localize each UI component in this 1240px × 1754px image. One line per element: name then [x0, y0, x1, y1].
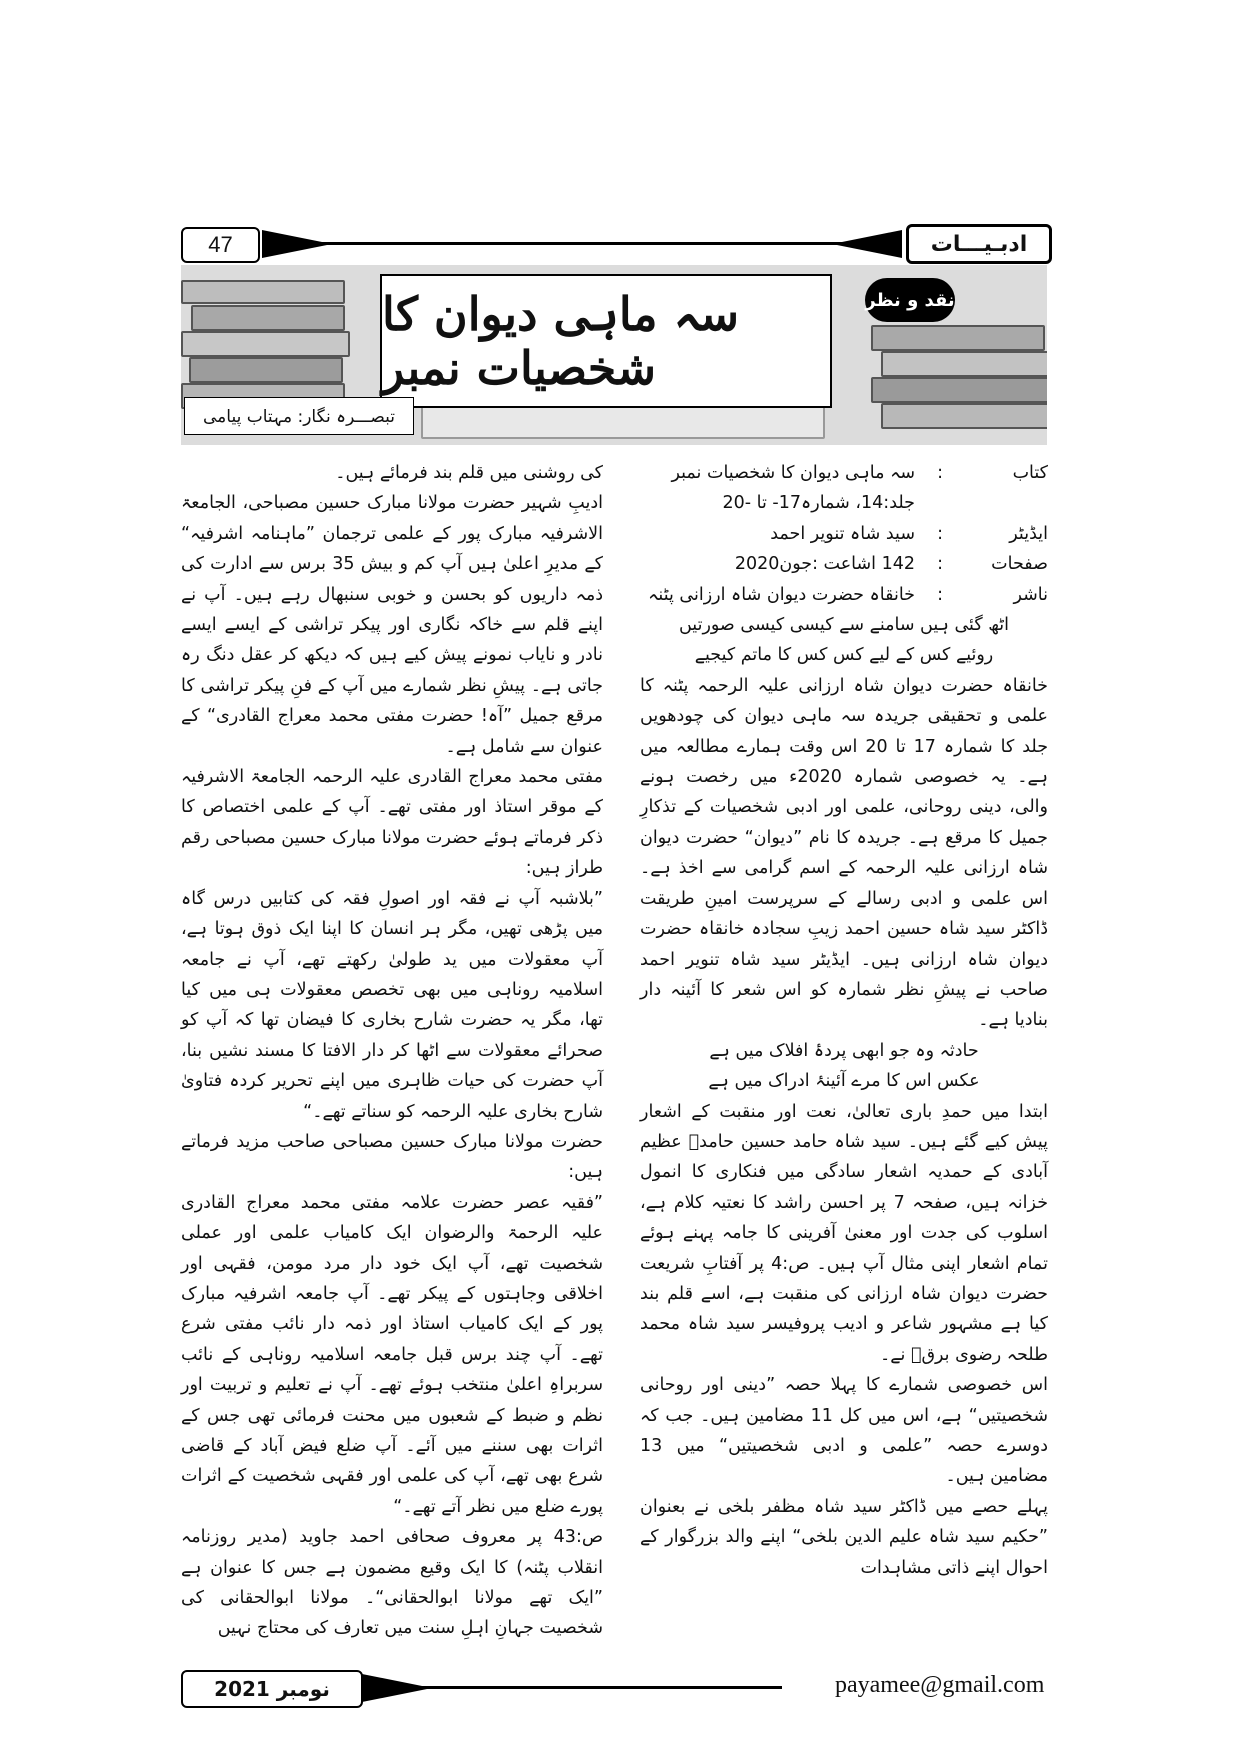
header-rule	[262, 242, 902, 245]
header-arrow-right	[832, 230, 902, 258]
contact-email: payamee@gmail.com	[835, 1672, 1045, 1698]
paragraph: پہلے حصے میں ڈاکٹر سید شاہ مظفر بلخی نے بعنوان ”حکیم سید شاہ علیم الدین بلخی“ اپنے والد بزرگوار کے احوال اپنے ذاتی مشاہدات	[640, 1496, 1048, 1578]
issue-date: نومبر 2021	[181, 1670, 363, 1708]
meta-colon	[915, 488, 943, 518]
paragraph: خانقاہ حضرت دیوان شاہ ارزانی علیہ الرحمہ پٹنہ کا علمی و تحقیقی جریدہ سہ ماہی دیوان کی چودھویں جلد کا شمارہ 17 تا 20 اس وقت ہمارے مطالعہ میں ہے۔ یہ خصوصی شمارہ 2020ء میں رخصت ہونے والی، دینی روحانی، علمی اور ادبی شخصیات کے تذکارِ جمیل کا مرقع ہے۔ جریدہ کا نام ”دیوان“ حضرت دیوان شاہ ارزانی علیہ الرحمہ کے اسم گرامی سے اخذ ہے۔ اس علمی و ادبی رسالے کے سرپرست امینِ طریقت ڈاکٹر سید شاہ حسین احمد زیبِ سجادہ خانقاہ حضرت دیوان شاہ ارزانی ہیں۔ ایڈیٹر سید شاہ تنویر احمد صاحب نے پیشِ نظر شمارہ کو اس شعر کا آئینہ دار بنادیا ہے۔	[640, 675, 1049, 1031]
paragraph: اس خصوصی شمارے کا پہلا حصہ ”دینی اور روحانی شخصیتیں“ ہے، اس میں کل 11 مضامین ہیں۔ جب کہ دوسرے حصہ ”علمی و ادبی شخصیتیں“ میں 13 مضامین ہیں۔	[640, 1375, 1049, 1487]
page-number: 47	[181, 227, 260, 263]
paragraph: ص:43 پر معروف صحافی احمد جاوید (مدیر روزنامہ انقلاب پٹنہ) کا ایک وقیع مضمون ہے جس کا عنوان ہے ”ایک تھے مولانا ابوالحقانی“۔ مولانا ابوالحقانی کی شخصیت جہانِ اہلِ سنت میں تعارف کی محتاج نہیں	[181, 1527, 603, 1639]
left-column	[181, 458, 603, 1644]
article-title: سہ ماہی دیوان کا شخصیات نمبر	[380, 274, 832, 408]
poem-line: روئیے کس کے لیے کس کس کا ماتم کیجیے	[694, 645, 994, 666]
meta-value: سہ ماہی دیوان کا شخصیات نمبر	[671, 463, 915, 483]
meta-value: سید شاہ تنویر احمد	[770, 523, 915, 544]
meta-key: ناشر	[1013, 584, 1048, 605]
meta-row-publisher	[640, 580, 1048, 610]
meta-colon: :	[937, 554, 943, 575]
meta-colon: :	[937, 523, 943, 544]
quote-paragraph: ”فقیہ عصر حضرت علامہ مفتی محمد معراج القادری علیہ الرحمۃ والرضوان ایک کامیاب علمی اور عملی شخصیت تھے، آپ ایک خود دار مرد مومن، فقہی اور اخلاقی وجاہتوں کے پیکر تھے۔ آپ جامعہ اشرفیہ مبارک پور کے ایک کامیاب استاذ اور ذمہ دار نائب مفتی شرع تھے۔ آپ چند برس قبل جامعہ اسلامیہ روناہی کے نائب سربراہِ اعلیٰ منتخب ہوئے تھے۔ آپ نے تعلیم و تربیت اور نظم و ضبط کے شعبوں میں محنت فرمائی تھی جس کے اثرات بھی سننے میں آئے۔ آپ ضلع فیض آباد کے قاضی شرع بھی تھے، آپ کی علمی اور فقہی شخصیت کے اثرات پورے ضلع میں نظر آتے تھے۔“	[181, 1192, 603, 1517]
paragraph: ادیبِ شہیر حضرت مولانا مبارک حسین مصباحی، الجامعۃ الاشرفیہ مبارک پور کے علمی ترجمان ”ماہنامہ اشرفیہ“ کے مدیرِ اعلیٰ ہیں آپ کم و بیش 35 برس سے ادارت کی ذمہ داریوں کو بحسن و خوبی سنبھال رہے ہیں۔ آپ نے اپنے قلم سے خاکہ نگاری اور پیکر تراشی کے ایسے ایسے نادر و نایاب نمونے پیش کیے ہیں کہ دیکھ کر عقل دنگ رہ جاتی ہے۔ پیشِ نظر شمارے میں آپ کے فنِ پیکر تراشی کا مرقع جمیل ”آہ! حضرت مفتی محمد معراج القادری“ کے عنوان سے شامل ہے۔	[181, 493, 603, 757]
poem-line: عکس اس کا مرے آئینۂ ادراک میں ہے	[708, 1071, 980, 1092]
poem-line: اٹھ گئی ہیں سامنے سے کیسی کیسی صورتیں	[678, 615, 1010, 636]
paragraph: حضرت مولانا مبارک حسین مصباحی صاحب مزید فرماتے ہیں:	[181, 1131, 603, 1183]
meta-colon: :	[937, 584, 943, 605]
meta-row-book	[640, 458, 1048, 488]
meta-value: خانقاہ حضرت دیوان شاہ ارزانی پٹنہ	[648, 584, 915, 605]
meta-value: جلد:14، شمارہ17- تا -20	[722, 493, 915, 514]
meta-key: ایڈیٹر	[1009, 523, 1048, 544]
meta-key	[943, 488, 1048, 518]
meta-row-volume	[640, 488, 1048, 518]
meta-key: صفحات	[991, 554, 1048, 575]
paragraph: ابتدا میں حمدِ باری تعالیٰ، نعت اور منقبت کے اشعار پیش کیے گئے ہیں۔ سید شاہ حامد حسین حامدؔ عظیم آبادی کے حمدیہ اشعار سادگی میں فنکاری کا انمول خزانہ ہیں، صفحہ 7 پر احسن راشد کا نعتیہ کلام ہے، اسلوب کی جدت اور معنیٰ آفرینی کا جامہ پہنے ہوئے تمام اشعار اپنی مثال آپ ہیں۔ ص:4 پر آفتابِ شریعت حضرت دیوان شاہ ارزانی کی منقبت ہے، اسے قلم بند کیا ہے مشہور شاعر و ادیب پروفیسر سید شاہ محمد طلحہ رضوی برقؔ نے۔	[640, 1101, 1049, 1365]
paragraph: کی روشنی میں قلم بند فرمائے ہیں۔	[335, 463, 603, 483]
quote-paragraph: ”بلاشبہ آپ نے فقہ اور اصولِ فقہ کی کتابیں درس گاہ میں پڑھی تھیں، مگر ہر انسان کا اپنا ایک ذوق ہوتا ہے، آپ معقولات میں ید طولیٰ رکھتے تھے، آپ نے جامعہ اسلامیہ روناہی میں بھی تخصص معقولات ہی میں کیا تھا، مگر یہ حضرت شارح بخاری کا فیضان تھا کہ آپ کو صحرائے معقولات سے اٹھا کر دار الافتا کا مسند نشیں بنا، آپ حضرت کی حیات ظاہری میں اپنے تحریر کردہ فتاویٰ شارح بخاری علیہ الرحمہ کو سناتے تھے۔“	[181, 888, 603, 1122]
poem-line: حادثہ وہ جو ابھی پردۂ افلاک میں ہے	[709, 1040, 979, 1061]
meta-value: 142 اشاعت :جون2020	[734, 554, 915, 575]
paragraph: مفتی محمد معراج القادری علیہ الرحمہ الجامعۃ الاشرفیہ کے موقر استاذ اور مفتی تھے۔ آپ کے علمی اختصاص کا ذکر فرماتے ہوئے حضرت مولانا مبارک حسین مصباحی رقم طراز ہیں:	[181, 767, 603, 879]
category-badge: نقد و نظر	[865, 278, 955, 322]
meta-row-pages	[640, 549, 1048, 579]
meta-key: کتاب	[1012, 463, 1048, 483]
meta-row-editor	[640, 519, 1048, 549]
right-column	[640, 458, 1048, 1583]
meta-colon: :	[937, 463, 943, 483]
section-label: ادبـیـــات	[906, 224, 1052, 264]
reviewer-credit: تبصـــرہ نگار: مہتاب پیامی	[184, 397, 414, 435]
footer-arrow	[362, 1674, 432, 1702]
